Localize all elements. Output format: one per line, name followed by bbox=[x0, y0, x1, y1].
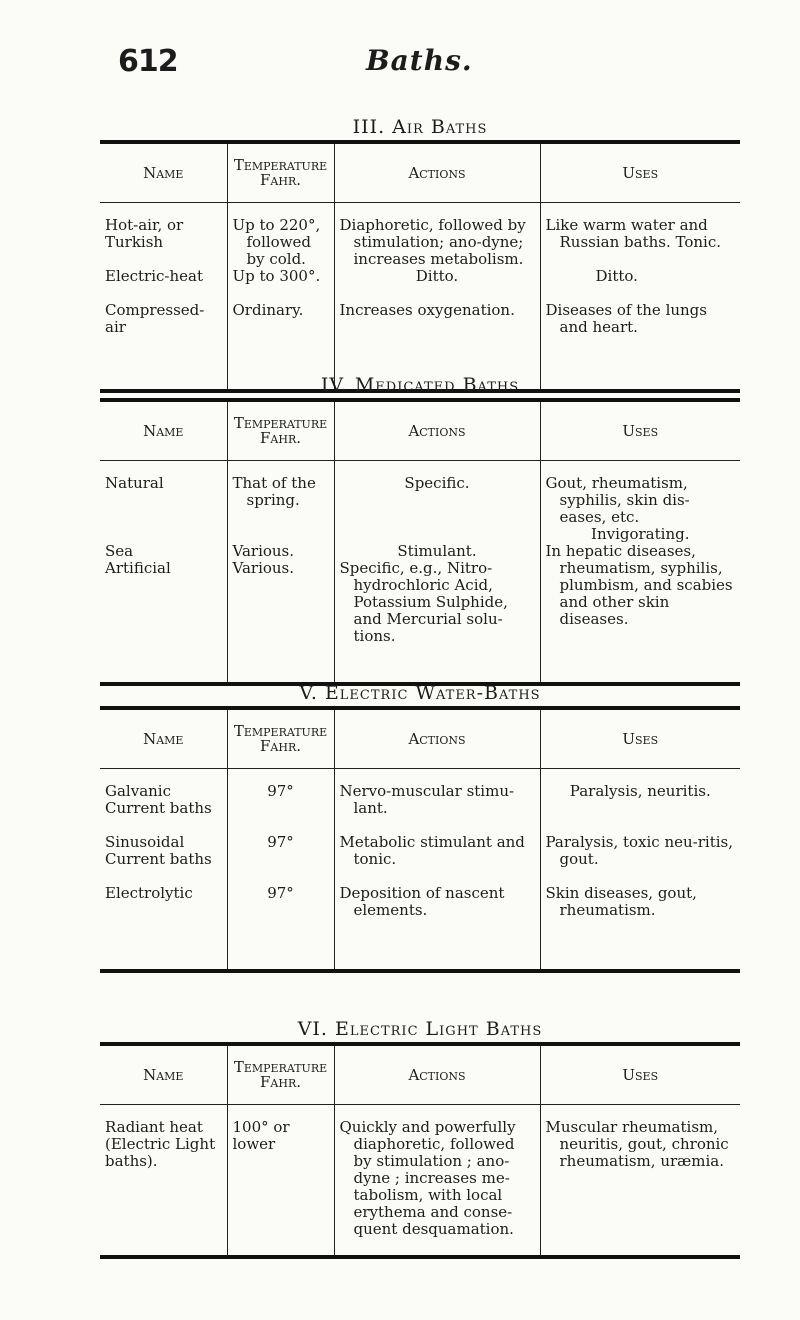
section-electric-water-baths bbox=[100, 680, 740, 973]
table-row: Sinusoidal Current baths bbox=[105, 833, 212, 868]
col-temp-header: Temperature Fahr. bbox=[227, 1044, 334, 1105]
table-row: Artificial bbox=[105, 559, 171, 577]
electric-water-baths-table bbox=[100, 706, 740, 973]
uses-cell: Like warm water and Russian baths. Tonic. Ditto. Diseases of the lungs and heart. bbox=[540, 203, 740, 392]
col-name-header: Name bbox=[100, 400, 227, 461]
section-electric-light-baths bbox=[100, 1016, 740, 1259]
header-row bbox=[100, 708, 740, 769]
medicated-baths-table bbox=[100, 398, 740, 686]
table-row: Sea bbox=[105, 542, 134, 560]
temp-cell: 100° or lower bbox=[227, 1105, 334, 1258]
col-temp-header: Temperature Fahr. bbox=[227, 400, 334, 461]
col-name-header: Name bbox=[100, 708, 227, 769]
col-temp-header: Temperature Fahr. bbox=[227, 142, 334, 203]
uses-cell: Muscular rheumatism, neuritis, gout, chronic rheumatism, uræmia. bbox=[540, 1105, 740, 1258]
page-number: 612 bbox=[118, 44, 178, 79]
section-title: VI. Electric Light Baths bbox=[297, 1018, 543, 1040]
table-row: Radiant heat (Electric Light baths). bbox=[105, 1118, 216, 1170]
actions-cell: Specific. Stimulant. Specific, e.g., Nitro-hydrochloric Acid, Potassium Sulphide, and Mercurial solu-tions. bbox=[334, 461, 540, 685]
table-row: Electric-heat bbox=[105, 267, 203, 285]
col-uses-header: Uses bbox=[540, 1044, 740, 1105]
header-row bbox=[100, 1044, 740, 1105]
section-medicated-baths bbox=[100, 372, 740, 686]
table-row: Compressed-air bbox=[105, 301, 205, 336]
col-uses-header: Uses bbox=[540, 400, 740, 461]
col-uses-header: Uses bbox=[540, 142, 740, 203]
table-row: Hot-air, or Turkish bbox=[105, 216, 184, 251]
table-body bbox=[100, 203, 740, 392]
temp-cell: That of the spring. Various. Various. bbox=[227, 461, 334, 685]
table-body bbox=[100, 1105, 740, 1258]
col-temp-header: Temperature Fahr. bbox=[227, 708, 334, 769]
temp-cell: Up to 220°, followed by cold. Up to 300°. Ordinary. bbox=[227, 203, 334, 392]
table-row: Galvanic Current baths bbox=[105, 782, 212, 817]
col-actions-header: Actions bbox=[334, 142, 540, 203]
air-baths-table bbox=[100, 140, 740, 393]
col-actions-header: Actions bbox=[334, 400, 540, 461]
table-body bbox=[100, 461, 740, 685]
col-actions-header: Actions bbox=[334, 1044, 540, 1105]
table-row: Electrolytic bbox=[105, 884, 193, 902]
col-name-header: Name bbox=[100, 1044, 227, 1105]
section-air-baths bbox=[100, 114, 740, 393]
col-uses-header: Uses bbox=[540, 708, 740, 769]
section-title: V. Electric Water-Baths bbox=[299, 682, 541, 704]
name-cell bbox=[100, 461, 227, 685]
actions-cell: Quickly and powerfully diaphoretic, followed by stimulation ; ano-dyne ; increases me-tabolism, with local erythema and conse-quent desquamation. bbox=[334, 1105, 540, 1258]
uses-cell: Gout, rheumatism, syphilis, skin dis-eases, etc. Invigorating. In hepatic diseases, rheumatism, syphilis, plumbism, and scabies and other skin diseases. bbox=[540, 461, 740, 685]
actions-cell: Nervo-muscular stimu-lant. Metabolic stimulant and tonic. Deposition of nascent elements. bbox=[334, 769, 540, 972]
temp-cell: 97° 97° 97° bbox=[227, 769, 334, 972]
header-row bbox=[100, 400, 740, 461]
name-cell bbox=[100, 203, 227, 392]
electric-light-baths-table bbox=[100, 1042, 740, 1259]
name-cell bbox=[100, 769, 227, 972]
section-title: III. Air Baths bbox=[352, 116, 488, 138]
table-row: Natural bbox=[105, 474, 164, 492]
col-actions-header: Actions bbox=[334, 708, 540, 769]
actions-cell: Diaphoretic, followed by stimulation; ano-dyne; increases metabolism. Ditto. Increases oxygenation. bbox=[334, 203, 540, 392]
running-head: Baths. bbox=[366, 44, 473, 77]
col-name-header: Name bbox=[100, 142, 227, 203]
name-cell bbox=[100, 1105, 227, 1258]
page-header bbox=[118, 44, 740, 94]
section-title: IV. Medicated Baths bbox=[320, 374, 520, 396]
uses-cell: Paralysis, neuritis. Paralysis, toxic neu-ritis, gout. Skin diseases, gout, rheumatism. bbox=[540, 769, 740, 972]
header-row bbox=[100, 142, 740, 203]
table-body bbox=[100, 769, 740, 972]
